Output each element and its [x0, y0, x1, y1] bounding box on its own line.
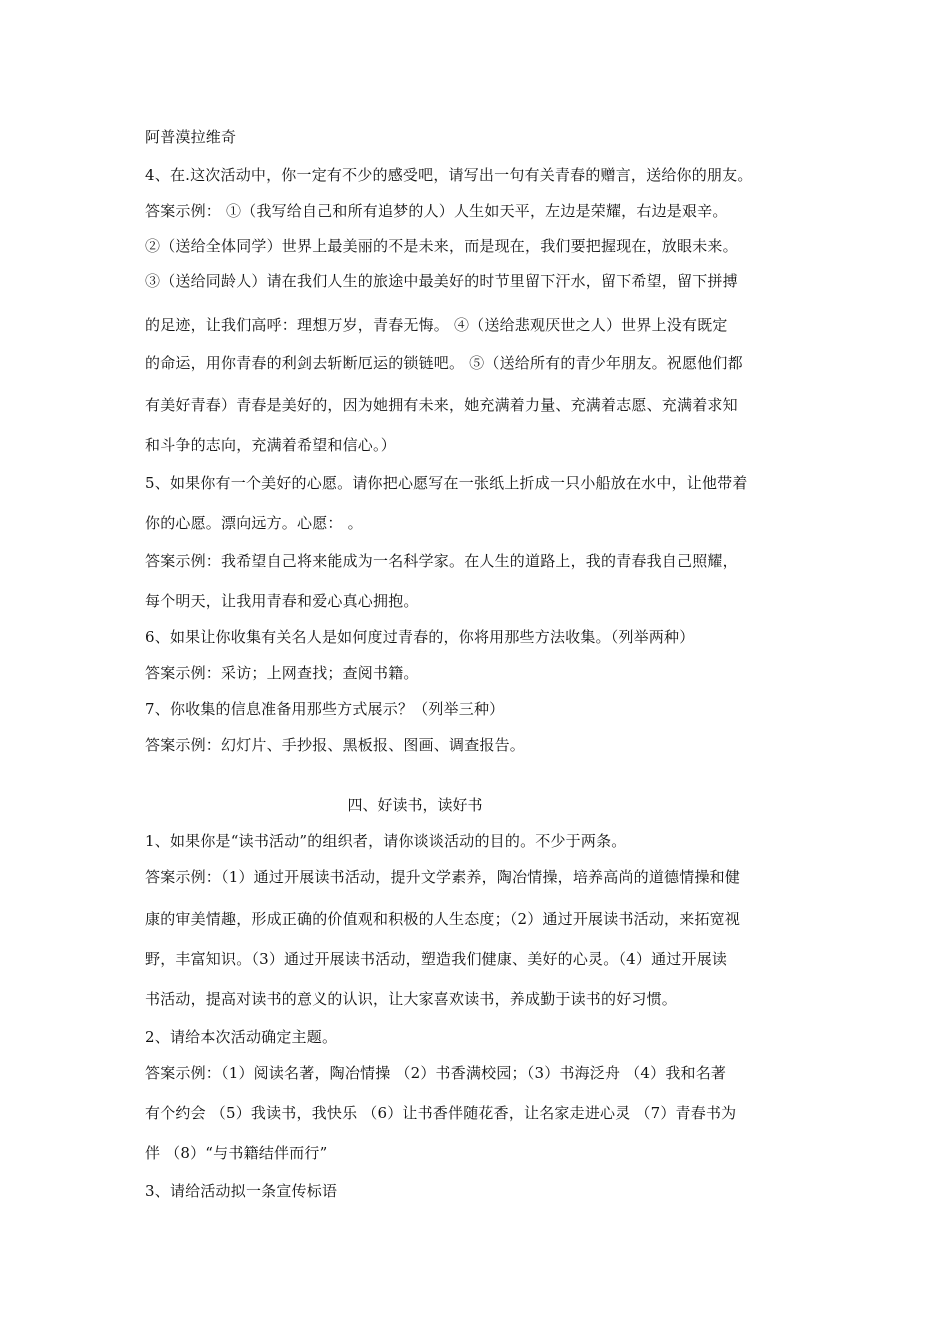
answer-line: 答案示例：采访；上网查找；查阅书籍。	[145, 664, 419, 682]
question-4: 4、在.这次活动中，你一定有不少的感受吧，请写出一句有关青春的赠言，送给你的朋友。	[145, 166, 753, 184]
question-2: 2、请给本次活动确定主题。	[145, 1028, 338, 1046]
answer-line: ③（送给同龄人）请在我们人生的旅途中最美好的时节里留下汗水，留下希望，留下拼搏	[145, 272, 738, 290]
question-5: 5、如果你有一个美好的心愿。请你把心愿写在一张纸上折成一只小船放在水中，让他带着	[145, 474, 748, 492]
answer-line: 每个明天，让我用青春和爱心真心拥抱。	[145, 592, 419, 610]
answer-line: 答案示例：我希望自己将来能成为一名科学家。在人生的道路上，我的青春我自己照耀，	[145, 552, 738, 570]
question-3: 3、请给活动拟一条宣传标语	[145, 1182, 338, 1200]
answer-line: 野，丰富知识。（3）通过开展读书活动，塑造我们健康、美好的心灵。（4）通过开展读	[145, 950, 728, 968]
answer-line: 和斗争的志向，充满着希望和信心。）	[145, 436, 396, 454]
answer-line: ②（送给全体同学）世界上最美丽的不是未来，而是现在，我们要把握现在，放眼未来。	[145, 237, 738, 255]
answer-line: 康的审美情趣，形成正确的价值观和积极的人生态度；（2）通过开展读书活动，来拓宽视	[145, 910, 741, 928]
answer-line: 伴 （8）“与书籍结伴而行”	[145, 1144, 328, 1162]
answer-line: 答案示例：（1）阅读名著，陶冶情操 （2）书香满校园；（3）书海泛舟 （4）我和名著	[145, 1064, 727, 1082]
answer-line: 的足迹，让我们高呼：理想万岁，青春无悔。 ④（送给悲观厌世之人）世界上没有既定	[145, 316, 728, 334]
answer-line: 答案示例：幻灯片、手抄报、黑板报、图画、调查报告。	[145, 736, 526, 754]
text-line: 阿普漠拉维奇	[145, 128, 237, 146]
answer-line: 书活动，提高对读书的意义的认识，让大家喜欢读书，养成勤于读书的好习惯。	[145, 990, 678, 1008]
section-heading: 四、好读书，读好书	[347, 796, 483, 814]
answer-line: 答案示例： ①（我写给自己和所有追梦的人）人生如天平，左边是荣耀，右边是艰辛。	[145, 202, 728, 220]
question-1: 1、如果你是“读书活动”的组织者，请你谈谈活动的目的。不少于两条。	[145, 832, 627, 850]
answer-line: 有美好青春）青春是美好的，因为她拥有未来，她充满着力量、充满着志愿、充满着求知	[145, 396, 738, 414]
answer-line: 的命运，用你青春的利剑去斩断厄运的锁链吧。 ⑤（送给所有的青少年朋友。祝愿他们都	[145, 354, 743, 372]
question-7: 7、你收集的信息准备用那些方式展示？（列举三种）	[145, 700, 505, 718]
question-6: 6、如果让你收集有关名人是如何度过青春的，你将用那些方法收集。（列举两种）	[145, 628, 695, 646]
answer-line: 有个约会 （5）我读书，我快乐 （6）让书香伴随花香，让名家走进心灵 （7）青春书为	[145, 1104, 737, 1122]
question-line: 你的心愿。漂向远方。心愿： 。	[145, 514, 363, 532]
answer-line: 答案示例：（1）通过开展读书活动，提升文学素养，陶冶情操，培养高尚的道德情操和健	[145, 868, 741, 886]
